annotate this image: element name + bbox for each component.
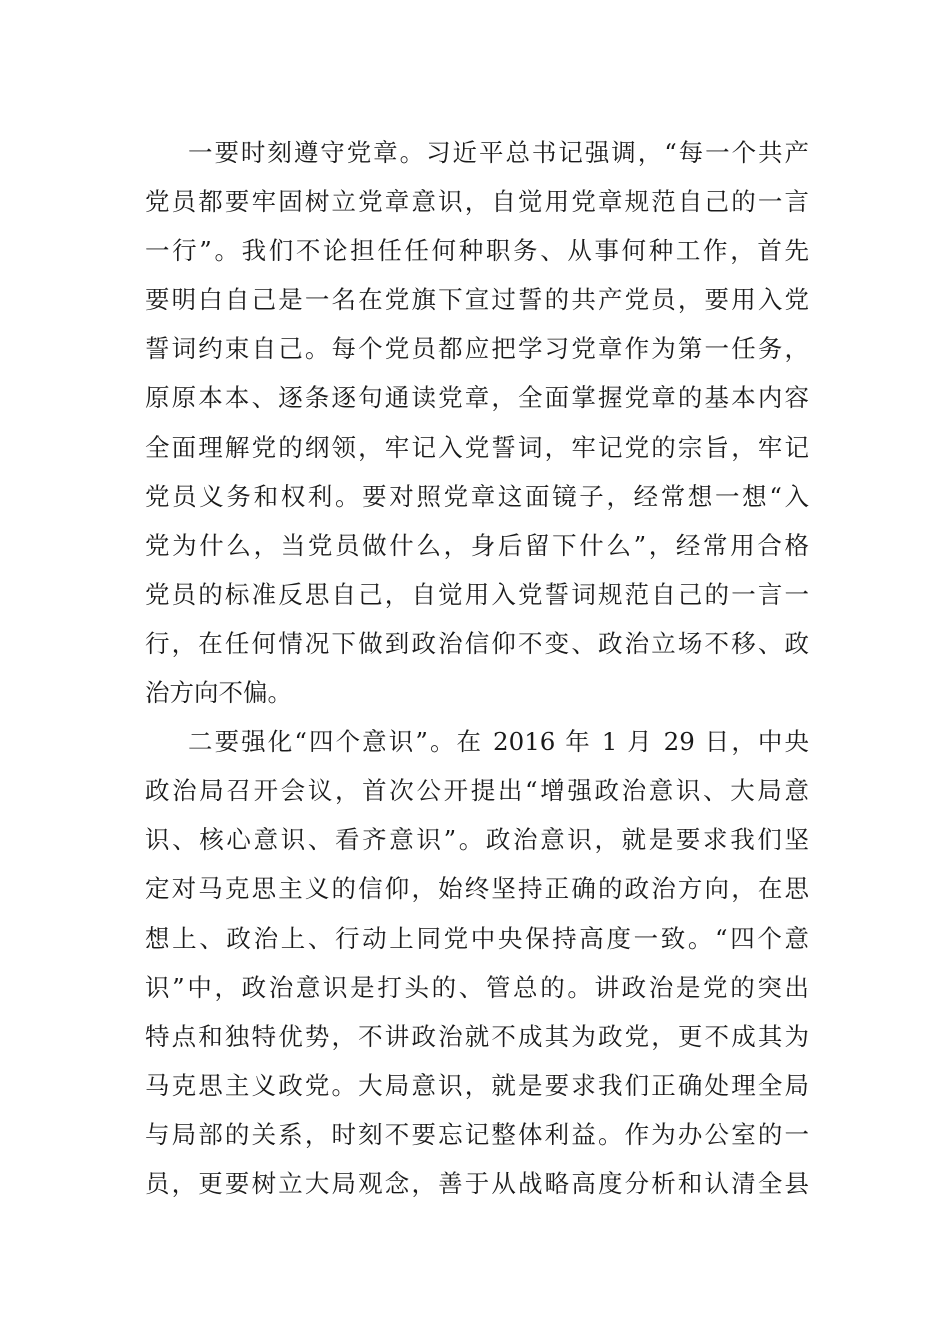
text-line: 政治局召开会议，首次公开提出“增强政治意识、大局意 — [145, 776, 809, 806]
text-line: 党为什么，当党员做什么，身后留下什么”，经常用合格 — [145, 530, 809, 560]
text-line: 识、核心意识、看齐意识”。政治意识，就是要求我们坚 — [145, 825, 809, 855]
text-line: 党员都要牢固树立党章意识，自觉用党章规范自己的一言 — [145, 187, 809, 217]
text-line: 一行”。我们不论担任任何种职务、从事何种工作，首先 — [145, 236, 809, 266]
paragraph-2 — [145, 717, 809, 1208]
text-line: 马克思主义政党。大局意识，就是要求我们正确处理全局 — [145, 1070, 809, 1100]
text-line: 治方向不偏。 — [145, 678, 292, 708]
text-line: 与局部的关系，时刻不要忘记整体利益。作为办公室的一 — [145, 1119, 809, 1149]
text-line: 党员的标准反思自己，自觉用入党誓词规范自己的一言一 — [145, 579, 809, 609]
text-line: 识”中，政治意识是打头的、管总的。讲政治是党的突出 — [145, 972, 809, 1002]
text-line: 原原本本、逐条逐句通读党章，全面掌握党章的基本内容 — [145, 383, 809, 413]
text-line: 二要强化“四个意识”。在 2016 年 1 月 29 日，中央 — [188, 727, 809, 757]
text-line: 特点和独特优势，不讲政治就不成其为政党，更不成其为 — [145, 1021, 809, 1051]
text-line: 誓词约束自己。每个党员都应把学习党章作为第一任务， — [145, 334, 809, 364]
text-line: 一要时刻遵守党章。习近平总书记强调，“每一个共产 — [188, 138, 809, 167]
text-line: 员，更要树立大局观念，善于从战略高度分析和认清全县 — [145, 1168, 809, 1198]
document-body — [145, 128, 809, 1208]
paragraph-1 — [145, 128, 809, 717]
text-line: 想上、政治上、行动上同党中央保持高度一致。“四个意 — [145, 923, 809, 953]
text-line: 党员义务和权利。要对照党章这面镜子，经常想一想“入 — [145, 481, 809, 511]
text-line: 全面理解党的纲领，牢记入党誓词，牢记党的宗旨，牢记 — [145, 432, 809, 462]
text-line: 要明白自己是一名在党旗下宣过誓的共产党员，要用入党 — [145, 285, 809, 315]
text-line: 行，在任何情况下做到政治信仰不变、政治立场不移、政 — [145, 628, 809, 658]
text-line: 定对马克思主义的信仰，始终坚持正确的政治方向，在思 — [145, 874, 809, 904]
